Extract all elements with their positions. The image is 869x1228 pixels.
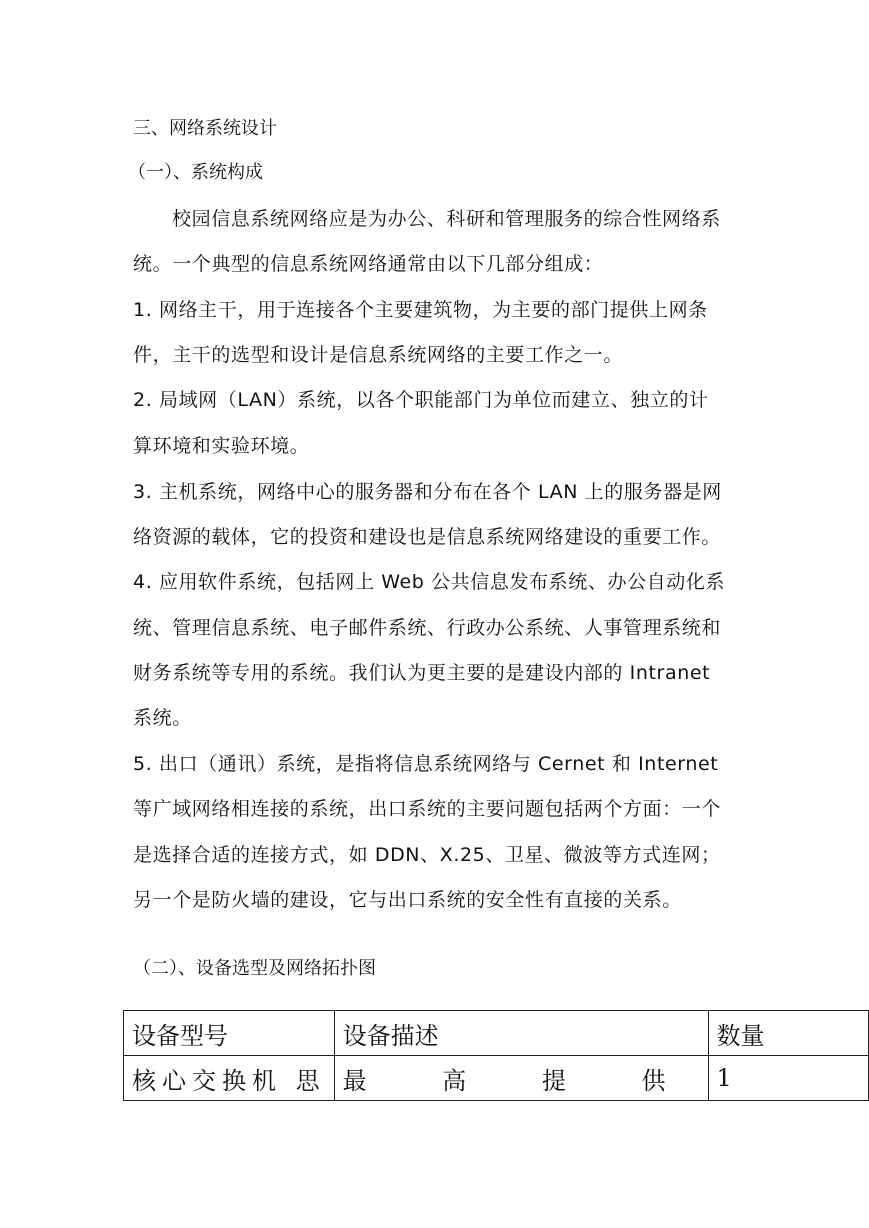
paragraph-line: 算环境和实验环境。 (133, 435, 310, 457)
table-cell: 核心交换机 思 (124, 1056, 335, 1101)
paragraph-line: 3. 主机系统，网络中心的服务器和分布在各个 LAN 上的服务器是网 (133, 481, 722, 503)
table-cell: 1 (708, 1056, 868, 1101)
paragraph-line: 是选择合适的连接方式，如 DDN、X.25、卫星、微波等方式连网； (133, 844, 721, 866)
paragraph-line: 统、管理信息系统、电子邮件系统、行政办公系统、人事管理系统和 (133, 617, 722, 639)
table-header-cell: 设备描述 (334, 1011, 708, 1056)
paragraph-line: 络资源的载体，它的投资和建设也是信息系统网络建设的重要工作。 (133, 526, 722, 548)
paragraph-line: 财务系统等专用的系统。我们认为更主要的是建设内部的 Intranet (133, 662, 711, 684)
table-cell: 最 高 提 供 (334, 1056, 708, 1101)
paragraph-line: 系统。 (133, 707, 192, 729)
paragraph-line: 统。一个典型的信息系统网络通常由以下几部分组成： (133, 253, 604, 275)
paragraph-line: 另一个是防火墙的建设，它与出口系统的安全性有直接的关系。 (133, 889, 682, 911)
paragraph-line: 1. 网络主干，用于连接各个主要建筑物，为主要的部门提供上网条 (133, 299, 708, 321)
table-header-cell: 设备型号 (124, 1011, 335, 1056)
table-header-cell: 数量 (708, 1011, 868, 1056)
paragraph-line: 等广域网络相连接的系统，出口系统的主要问题包括两个方面：一个 (133, 798, 722, 820)
section-title: 三、网络系统设计 (133, 118, 277, 139)
paragraph-line: 4. 应用软件系统，包括网上 Web 公共信息发布系统、办公自动化系 (133, 571, 726, 593)
table-row (124, 1056, 869, 1101)
paragraph-line: 5. 出口（通讯）系统，是指将信息系统网络与 Cernet 和 Internet (133, 753, 719, 775)
paragraph-line: 校园信息系统网络应是为办公、科研和管理服务的综合性网络系 (172, 208, 721, 230)
equipment-table (123, 1010, 869, 1101)
subsection-title: （一）、系统构成 (128, 162, 263, 183)
table-header-row (124, 1011, 869, 1056)
paragraph-line: 件，主干的选型和设计是信息系统网络的主要工作之一。 (133, 344, 624, 366)
paragraph-line: 2. 局域网（LAN）系统，以各个职能部门为单位而建立、独立的计 (133, 389, 709, 411)
subsection-title: （二）、设备选型及网络拓扑图 (133, 958, 376, 979)
